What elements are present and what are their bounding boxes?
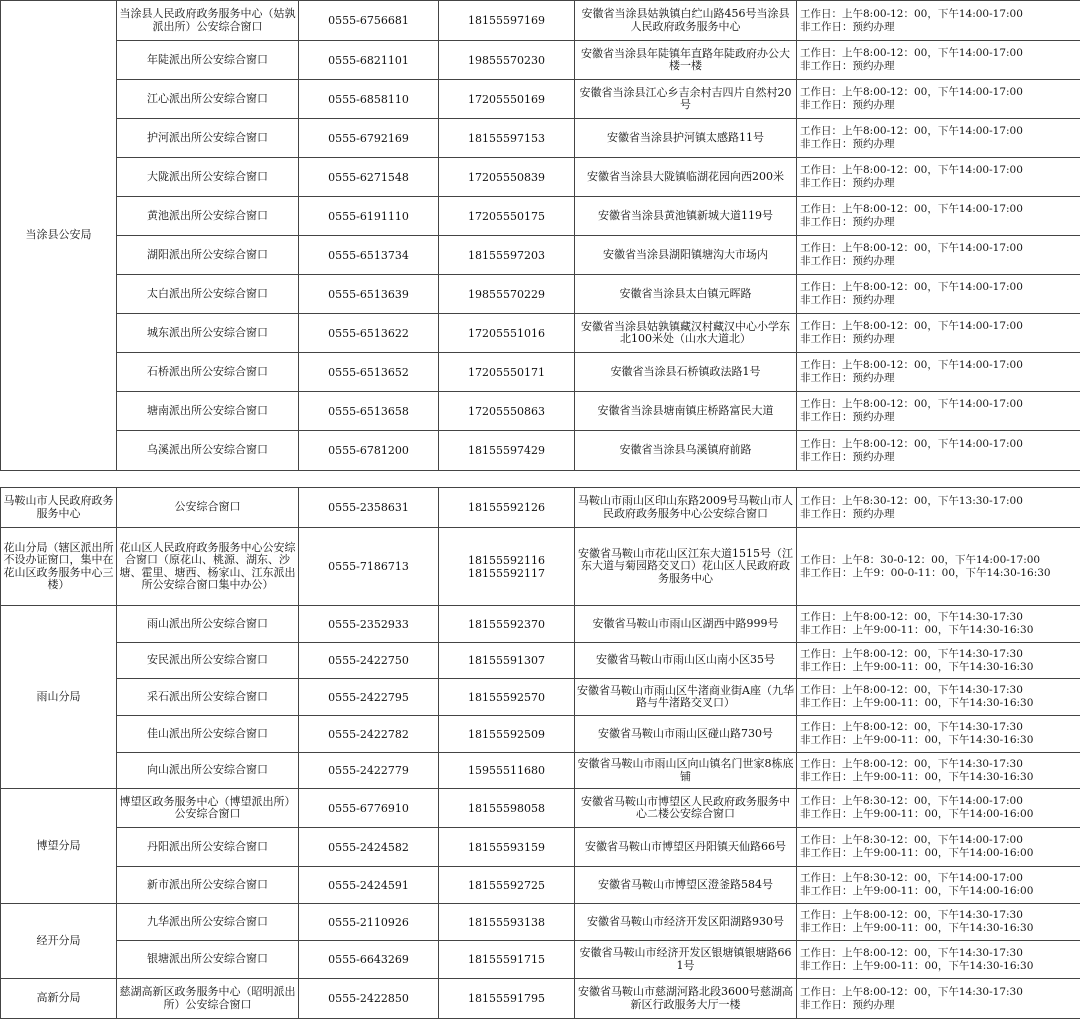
office-hours bbox=[797, 488, 1080, 528]
workday-hours: 工作日：上午8:00-12：00，下午14:30-17:30 bbox=[800, 684, 1023, 696]
mobile-line: 18155597169 bbox=[468, 14, 545, 27]
workday-hours: 工作日：上午8:00-12：00，下午14:00-17:00 bbox=[800, 437, 1023, 450]
window-name: 当涂县人民政府政务服务中心（姑孰派出所）公安综合窗口 bbox=[117, 1, 299, 41]
non-workday-hours: 非工作日：上午9:00-11：00，下午14:30-16:30 bbox=[800, 697, 1034, 709]
mobile-number bbox=[439, 867, 575, 904]
mobile-number bbox=[439, 904, 575, 941]
table-row bbox=[1, 431, 1080, 471]
workday-hours: 工作日：上午8:00-12：00，下午14:30-17:30 bbox=[800, 985, 1023, 998]
window-name: 塘南派出所公安综合窗口 bbox=[117, 392, 299, 431]
mobile-line: 15955511680 bbox=[468, 764, 545, 777]
address: 安徽省当涂县姑孰镇藏汉村藏汉中心小学东北100米处（山水大道北） bbox=[575, 314, 797, 353]
window-name: 新市派出所公安综合窗口 bbox=[117, 867, 299, 904]
office-hours bbox=[797, 197, 1080, 236]
workday-hours: 工作日：上午8:30-12：00，下午14:00-17:00 bbox=[800, 872, 1023, 884]
non-workday-hours: 非工作日：预约办理 bbox=[800, 333, 895, 345]
mobile-line: 18155597153 bbox=[468, 131, 545, 145]
mobile-line: 18155591795 bbox=[468, 992, 545, 1005]
non-workday-hours: 非工作日：预约办理 bbox=[800, 99, 895, 111]
mobile-number bbox=[439, 789, 575, 828]
mobile-number bbox=[439, 643, 575, 679]
mobile-number bbox=[439, 41, 575, 80]
office-hours bbox=[797, 275, 1080, 314]
mobile-number bbox=[439, 679, 575, 716]
phone-number: 0555-6792169 bbox=[299, 119, 439, 158]
workday-hours: 工作日：上午8:30-12：00，下午14:00-17:00 bbox=[800, 834, 1023, 846]
workday-hours: 工作日：上午8:00-12：00，下午14:00-17:00 bbox=[800, 398, 1023, 410]
non-workday-hours: 非工作日：预约办理 bbox=[800, 20, 895, 33]
office-hours bbox=[797, 119, 1080, 158]
bureau-name: 当涂县公安局 bbox=[1, 1, 117, 471]
workday-hours: 工作日：上午8:00-12：00，下午14:00-17:00 bbox=[800, 281, 1023, 293]
address: 安徽省当涂县湖阳镇塘沟大市场内 bbox=[575, 236, 797, 275]
office-hours bbox=[797, 158, 1080, 197]
non-workday-hours: 非工作日：预约办理 bbox=[800, 216, 895, 228]
phone-number: 0555-6756681 bbox=[299, 1, 439, 41]
address: 安徽省马鞍山市博望区丹阳镇天仙路66号 bbox=[575, 828, 797, 867]
address: 安徽省当涂县乌溪镇府前路 bbox=[575, 431, 797, 471]
office-hours bbox=[797, 904, 1080, 941]
mobile-line: 18155591715 bbox=[468, 953, 545, 966]
phone-number: 0555-2422795 bbox=[299, 679, 439, 716]
workday-hours: 工作日：上午8:30-12：00，下午13:30-17:00 bbox=[800, 494, 1023, 507]
table-row bbox=[1, 753, 1080, 789]
workday-hours: 工作日：上午8:00-12：00，下午14:00-17:00 bbox=[800, 125, 1023, 137]
non-workday-hours: 非工作日：上午9:00-11：00，下午14:00-16:00 bbox=[800, 808, 1034, 820]
mobile-line: 18155593138 bbox=[468, 915, 545, 929]
window-name: 城东派出所公安综合窗口 bbox=[117, 314, 299, 353]
phone-number: 0555-2110926 bbox=[299, 904, 439, 941]
mobile-number bbox=[439, 158, 575, 197]
mobile-line: 18155592725 bbox=[468, 878, 545, 892]
mobile-number bbox=[439, 392, 575, 431]
mobile-line: 18155592126 bbox=[468, 501, 545, 514]
mobile-line: 18155592509 bbox=[468, 727, 545, 741]
address: 安徽省当涂县护河镇太感路11号 bbox=[575, 119, 797, 158]
address: 安徽省马鞍山市经济开发区阳湖路930号 bbox=[575, 904, 797, 941]
table-row bbox=[1, 275, 1080, 314]
mobile-number bbox=[439, 197, 575, 236]
address: 安徽省马鞍山市雨山区湖西中路999号 bbox=[575, 606, 797, 643]
window-name: 安民派出所公安综合窗口 bbox=[117, 643, 299, 679]
office-hours bbox=[797, 528, 1080, 606]
table-row bbox=[1, 80, 1080, 119]
address: 安徽省当涂县大陇镇临湖花园向西200米 bbox=[575, 158, 797, 197]
mobile-line: 17205550175 bbox=[468, 209, 545, 223]
phone-number: 0555-6513622 bbox=[299, 314, 439, 353]
table-row bbox=[1, 941, 1080, 979]
mobile-number bbox=[439, 979, 575, 1019]
phone-number: 0555-2422850 bbox=[299, 979, 439, 1019]
mobile-number bbox=[439, 431, 575, 471]
office-hours bbox=[797, 353, 1080, 392]
table-row bbox=[1, 1, 1080, 41]
phone-number: 0555-2352933 bbox=[299, 606, 439, 643]
address: 安徽省马鞍山市雨山区向山镇名门世家8栋底铺 bbox=[575, 753, 797, 789]
phone-number: 0555-2424591 bbox=[299, 867, 439, 904]
table-row bbox=[1, 119, 1080, 158]
office-hours bbox=[797, 679, 1080, 716]
non-workday-hours: 非工作日：预约办理 bbox=[800, 177, 895, 189]
non-workday-hours: 非工作日：上午9:00-11：00，下午14:30-16:30 bbox=[800, 624, 1034, 636]
office-hours bbox=[797, 941, 1080, 979]
address: 安徽省马鞍山市雨山区山南小区35号 bbox=[575, 643, 797, 679]
office-table-2 bbox=[0, 487, 1080, 1019]
mobile-number bbox=[439, 528, 575, 606]
window-name: 公安综合窗口 bbox=[117, 488, 299, 528]
mobile-number bbox=[439, 314, 575, 353]
mobile-line: 18155592570 bbox=[468, 690, 545, 704]
table-row bbox=[1, 314, 1080, 353]
mobile-number bbox=[439, 1, 575, 41]
window-name: 博望区政务服务中心（博望派出所）公安综合窗口 bbox=[117, 789, 299, 828]
mobile-line: 19855570230 bbox=[468, 53, 545, 67]
phone-number: 0555-2422750 bbox=[299, 643, 439, 679]
mobile-line: 17205551016 bbox=[468, 326, 545, 340]
non-workday-hours: 非工作日：上午9:00-11：00，下午14:00-16:00 bbox=[800, 847, 1034, 859]
window-name: 向山派出所公安综合窗口 bbox=[117, 753, 299, 789]
phone-number: 0555-7186713 bbox=[299, 528, 439, 606]
office-hours bbox=[797, 828, 1080, 867]
table-row bbox=[1, 353, 1080, 392]
window-name: 雨山派出所公安综合窗口 bbox=[117, 606, 299, 643]
table-row bbox=[1, 716, 1080, 753]
phone-number: 0555-6513734 bbox=[299, 236, 439, 275]
address: 安徽省马鞍山市博望区人民政府政务服务中心二楼公安综合窗口 bbox=[575, 789, 797, 828]
table-row bbox=[1, 158, 1080, 197]
workday-hours: 工作日：上午8:00-12：00，下午14:00-17:00 bbox=[800, 320, 1023, 332]
non-workday-hours: 非工作日：预约办理 bbox=[800, 507, 895, 520]
table-row bbox=[1, 41, 1080, 80]
office-hours bbox=[797, 236, 1080, 275]
phone-number: 0555-2422782 bbox=[299, 716, 439, 753]
address: 安徽省马鞍山市博望区澄釜路584号 bbox=[575, 867, 797, 904]
mobile-line: 18155593159 bbox=[468, 840, 545, 854]
mobile-number bbox=[439, 828, 575, 867]
mobile-number bbox=[439, 119, 575, 158]
workday-hours: 工作日：上午8:00-12：00，下午14:00-17:00 bbox=[800, 359, 1023, 371]
non-workday-hours: 非工作日：上午9：00-0-11：00，下午14:30-16:30 bbox=[800, 566, 1051, 579]
office-table-1 bbox=[0, 0, 1080, 471]
workday-hours: 工作日：上午8:00-12：00，下午14:30-17:30 bbox=[800, 909, 1023, 921]
non-workday-hours: 非工作日：上午9:00-11：00，下午14:30-16:30 bbox=[800, 734, 1034, 746]
workday-hours: 工作日：上午8:00-12：00，下午14:00-17:00 bbox=[800, 86, 1023, 98]
phone-number: 0555-6513652 bbox=[299, 353, 439, 392]
window-name: 花山区人民政府政务服务中心公安综合窗口（原花山、桃源、湖东、沙塘、霍里、塘西、杨家山、江东派出所公安综合窗口集中办公） bbox=[117, 528, 299, 606]
phone-number: 0555-6191110 bbox=[299, 197, 439, 236]
phone-number: 0555-6776910 bbox=[299, 789, 439, 828]
non-workday-hours: 非工作日：预约办理 bbox=[800, 450, 895, 463]
table-row bbox=[1, 679, 1080, 716]
mobile-number bbox=[439, 941, 575, 979]
non-workday-hours: 非工作日：上午9:00-11：00，下午14:30-16:30 bbox=[800, 922, 1034, 934]
window-name: 乌溪派出所公安综合窗口 bbox=[117, 431, 299, 471]
office-hours bbox=[797, 1, 1080, 41]
office-hours bbox=[797, 753, 1080, 789]
mobile-line: 18155592370 bbox=[468, 617, 545, 631]
mobile-number bbox=[439, 236, 575, 275]
address: 安徽省当涂县姑孰镇白纻山路456号当涂县人民政府政务服务中心 bbox=[575, 1, 797, 41]
mobile-line: 18155592116 bbox=[468, 553, 545, 567]
office-hours bbox=[797, 314, 1080, 353]
workday-hours: 工作日：上午8:00-12：00，下午14:00-17:00 bbox=[800, 7, 1023, 20]
table-row bbox=[1, 236, 1080, 275]
address: 安徽省马鞍山市经济开发区银塘镇银塘路661号 bbox=[575, 941, 797, 979]
workday-hours: 工作日：上午8:00-12：00，下午14:30-17:30 bbox=[800, 721, 1023, 733]
office-hours bbox=[797, 606, 1080, 643]
bureau-name: 雨山分局 bbox=[1, 606, 117, 789]
non-workday-hours: 非工作日：上午9:00-11：00，下午14:30-16:30 bbox=[800, 660, 1034, 673]
mobile-line-2: 18155592117 bbox=[468, 566, 545, 580]
bureau-name: 花山分局（辖区派出所不设办证窗口，集中在花山区政务服务中心三楼） bbox=[1, 528, 117, 606]
address: 安徽省马鞍山市慈湖河路北段3600号慈湖高新区行政服务大厅一楼 bbox=[575, 979, 797, 1019]
mobile-line: 18155598058 bbox=[468, 801, 545, 815]
table-row bbox=[1, 867, 1080, 904]
window-name: 九华派出所公安综合窗口 bbox=[117, 904, 299, 941]
window-name: 太白派出所公安综合窗口 bbox=[117, 275, 299, 314]
address: 安徽省当涂县黄池镇新城大道119号 bbox=[575, 197, 797, 236]
address: 马鞍山市雨山区印山东路2009号马鞍山市人民政府政务服务中心公安综合窗口 bbox=[575, 488, 797, 528]
window-name: 护河派出所公安综合窗口 bbox=[117, 119, 299, 158]
table-row bbox=[1, 606, 1080, 643]
address: 安徽省当涂县塘南镇庄桥路富民大道 bbox=[575, 392, 797, 431]
non-workday-hours: 非工作日：预约办理 bbox=[800, 255, 895, 267]
mobile-number bbox=[439, 275, 575, 314]
office-hours bbox=[797, 392, 1080, 431]
workday-hours: 工作日：上午8:00-12：00，下午14:00-17:00 bbox=[800, 242, 1023, 254]
mobile-number bbox=[439, 716, 575, 753]
address: 安徽省当涂县太白镇元晖路 bbox=[575, 275, 797, 314]
office-hours bbox=[797, 789, 1080, 828]
workday-hours: 工作日：上午8:00-12：00，下午14:30-17:30 bbox=[800, 757, 1023, 770]
address: 安徽省马鞍山市花山区江东大道1515号（江东大道与菊园路交叉口）花山区人民政府政务服务中心 bbox=[575, 528, 797, 606]
window-name: 黄池派出所公安综合窗口 bbox=[117, 197, 299, 236]
window-name: 佳山派出所公安综合窗口 bbox=[117, 716, 299, 753]
bureau-name: 高新分局 bbox=[1, 979, 117, 1019]
mobile-line: 17205550863 bbox=[468, 404, 545, 418]
mobile-number bbox=[439, 80, 575, 119]
mobile-number bbox=[439, 488, 575, 528]
table-row bbox=[1, 828, 1080, 867]
address: 安徽省当涂县石桥镇政法路1号 bbox=[575, 353, 797, 392]
non-workday-hours: 非工作日：预约办理 bbox=[800, 411, 895, 423]
window-name: 银塘派出所公安综合窗口 bbox=[117, 941, 299, 979]
table-row bbox=[1, 528, 1080, 606]
workday-hours: 工作日：上午8:00-12：00，下午14:30-17:30 bbox=[800, 647, 1023, 660]
workday-hours: 工作日：上午8：30-0-12：00，下午14:00-17:00 bbox=[800, 553, 1041, 566]
mobile-line: 18155597203 bbox=[468, 248, 545, 262]
mobile-line: 18155597429 bbox=[468, 444, 545, 457]
mobile-line: 17205550169 bbox=[468, 92, 545, 106]
phone-number: 0555-2422779 bbox=[299, 753, 439, 789]
non-workday-hours: 非工作日：预约办理 bbox=[800, 138, 895, 150]
window-name: 慈湖高新区政务服务中心（昭明派出所）公安综合窗口 bbox=[117, 979, 299, 1019]
office-hours bbox=[797, 716, 1080, 753]
phone-number: 0555-6643269 bbox=[299, 941, 439, 979]
phone-number: 0555-6271548 bbox=[299, 158, 439, 197]
phone-number: 0555-6858110 bbox=[299, 80, 439, 119]
window-name: 石桥派出所公安综合窗口 bbox=[117, 353, 299, 392]
office-hours bbox=[797, 80, 1080, 119]
address: 安徽省马鞍山市雨山区牛渚商业街A座（九华路与牛渚路交叉口） bbox=[575, 679, 797, 716]
table-row bbox=[1, 904, 1080, 941]
office-hours bbox=[797, 431, 1080, 471]
address: 安徽省马鞍山市雨山区碰山路730号 bbox=[575, 716, 797, 753]
mobile-line: 17205550171 bbox=[468, 365, 545, 379]
office-hours bbox=[797, 41, 1080, 80]
non-workday-hours: 非工作日：预约办理 bbox=[800, 372, 895, 384]
office-hours bbox=[797, 643, 1080, 679]
window-name: 采石派出所公安综合窗口 bbox=[117, 679, 299, 716]
phone-number: 0555-2424582 bbox=[299, 828, 439, 867]
workday-hours: 工作日：上午8:00-12：00，下午14:00-17:00 bbox=[800, 47, 1023, 59]
non-workday-hours: 非工作日：预约办理 bbox=[800, 998, 895, 1011]
phone-number: 0555-6513639 bbox=[299, 275, 439, 314]
non-workday-hours: 非工作日：上午9:00-11：00，下午14:30-16:30 bbox=[800, 959, 1034, 972]
office-hours bbox=[797, 979, 1080, 1019]
office-hours bbox=[797, 867, 1080, 904]
table-row bbox=[1, 197, 1080, 236]
mobile-line: 17205550839 bbox=[468, 170, 545, 184]
workday-hours: 工作日：上午8:30-12：00，下午14:00-17:00 bbox=[800, 795, 1023, 807]
window-name: 湖阳派出所公安综合窗口 bbox=[117, 236, 299, 275]
mobile-number bbox=[439, 353, 575, 392]
bureau-name: 马鞍山市人民政府政务服务中心 bbox=[1, 488, 117, 528]
workday-hours: 工作日：上午8:00-12：00，下午14:00-17:00 bbox=[800, 203, 1023, 215]
address: 安徽省当涂县年陡镇年直路年陡政府办公大楼一楼 bbox=[575, 41, 797, 80]
table-row bbox=[1, 392, 1080, 431]
phone-number: 0555-6513658 bbox=[299, 392, 439, 431]
table-row bbox=[1, 643, 1080, 679]
workday-hours: 工作日：上午8:00-12：00，下午14:00-17:00 bbox=[800, 164, 1023, 176]
window-name: 年陡派出所公安综合窗口 bbox=[117, 41, 299, 80]
mobile-number bbox=[439, 606, 575, 643]
bureau-name: 博望分局 bbox=[1, 789, 117, 904]
phone-number: 0555-2358631 bbox=[299, 488, 439, 528]
table-row bbox=[1, 979, 1080, 1019]
window-name: 大陇派出所公安综合窗口 bbox=[117, 158, 299, 197]
table-row bbox=[1, 789, 1080, 828]
address: 安徽省当涂县江心乡吉余村吉四片自然村20号 bbox=[575, 80, 797, 119]
phone-number: 0555-6781200 bbox=[299, 431, 439, 471]
bureau-name: 经开分局 bbox=[1, 904, 117, 979]
window-name: 江心派出所公安综合窗口 bbox=[117, 80, 299, 119]
non-workday-hours: 非工作日：预约办理 bbox=[800, 60, 895, 72]
non-workday-hours: 非工作日：上午9:00-11：00，下午14:30-16:30 bbox=[800, 770, 1034, 783]
window-name: 丹阳派出所公安综合窗口 bbox=[117, 828, 299, 867]
mobile-line: 18155591307 bbox=[468, 654, 545, 667]
workday-hours: 工作日：上午8:00-12：00，下午14:30-17:30 bbox=[800, 611, 1023, 623]
table-row bbox=[1, 488, 1080, 528]
phone-number: 0555-6821101 bbox=[299, 41, 439, 80]
mobile-number bbox=[439, 753, 575, 789]
mobile-line: 19855570229 bbox=[468, 287, 545, 301]
workday-hours: 工作日：上午8:00-12：00，下午14:30-17:30 bbox=[800, 946, 1023, 959]
non-workday-hours: 非工作日：预约办理 bbox=[800, 294, 895, 306]
non-workday-hours: 非工作日：上午9:00-11：00，下午14:00-16:00 bbox=[800, 885, 1034, 897]
